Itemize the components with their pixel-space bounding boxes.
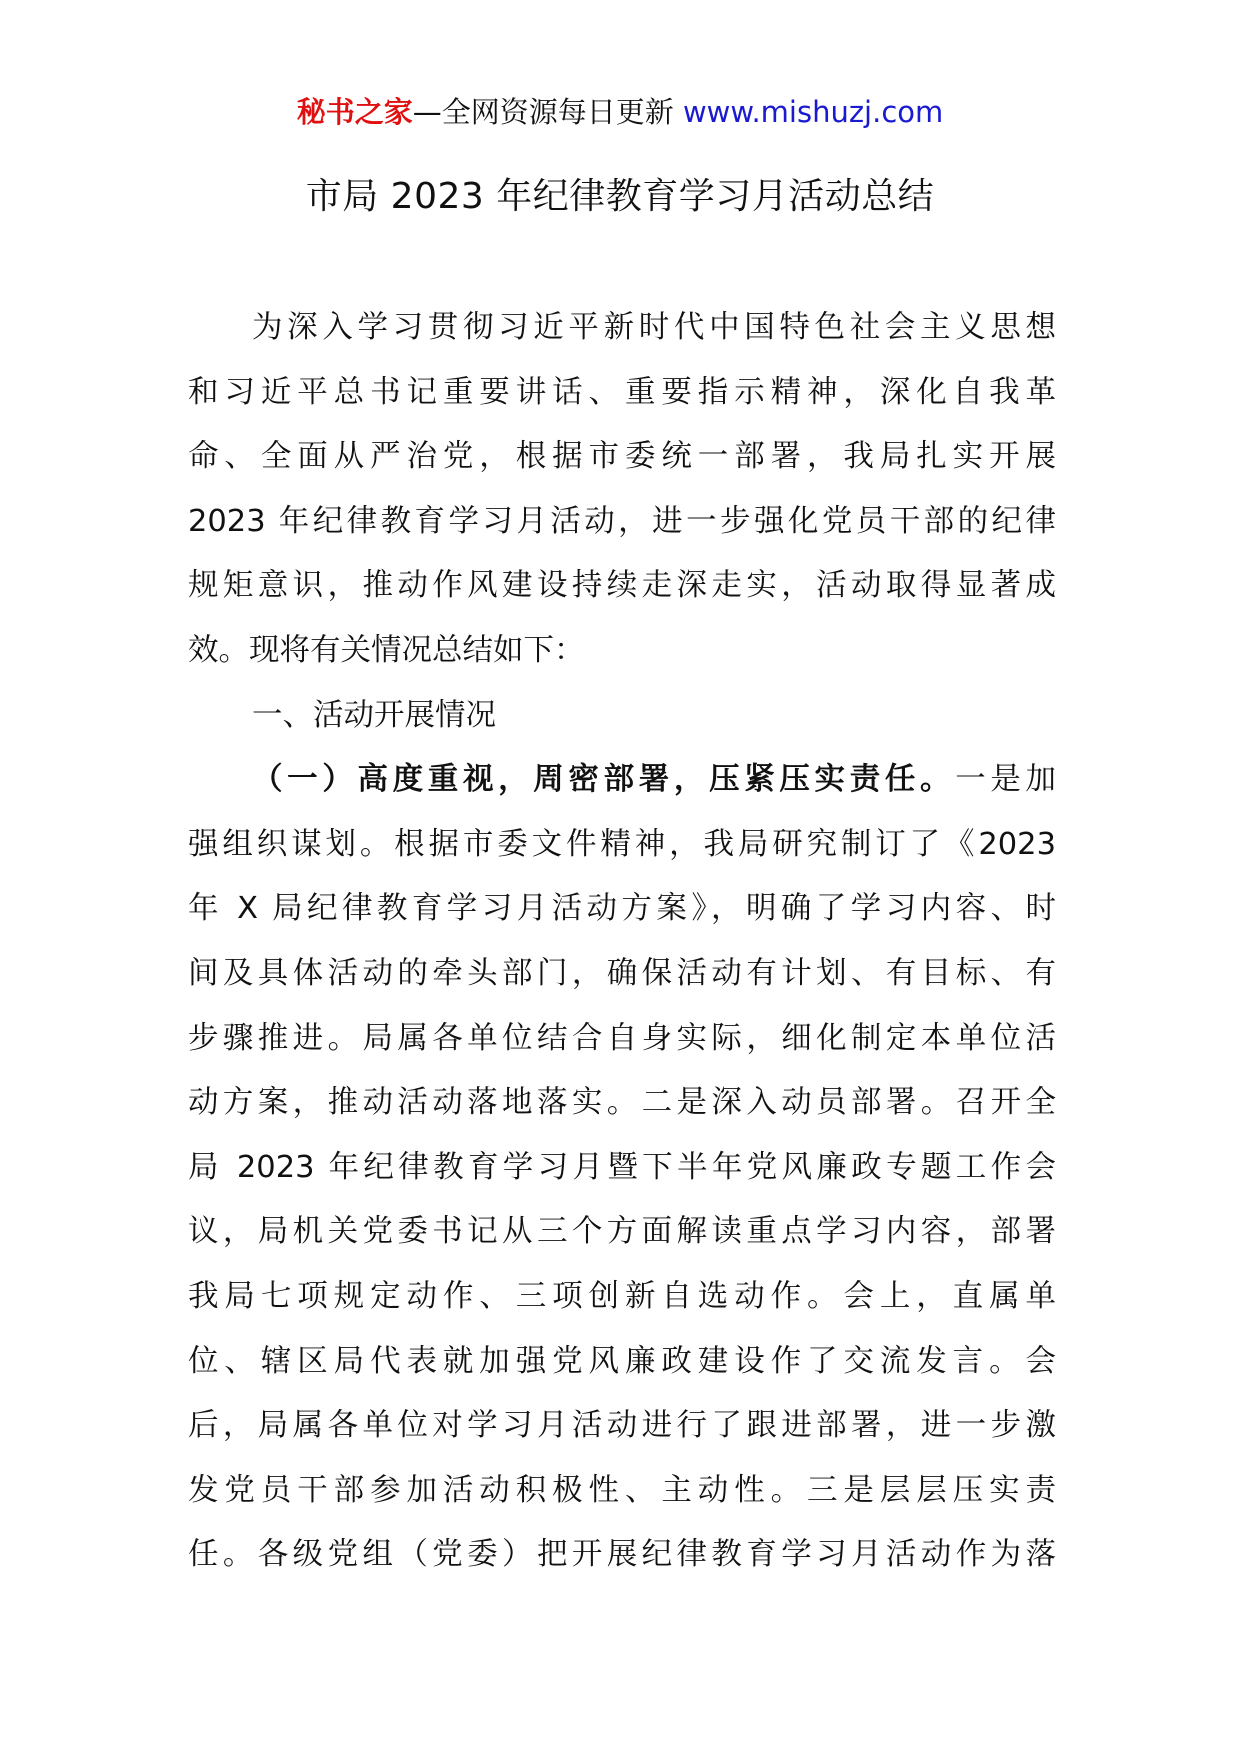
paragraph-line: 局 2023 年纪律教育学习月暨下半年党风廉政专题工作会 bbox=[188, 1149, 1056, 1185]
document-body bbox=[188, 296, 1056, 1588]
paragraph-line: 步骤推进。局属各单位结合自身实际，细化制定本单位活 bbox=[188, 1020, 1056, 1056]
paragraph-line: 议，局机关党委书记从三个方面解读重点学习内容，部署 bbox=[188, 1214, 1056, 1250]
paragraph-line: 年 X 局纪律教育学习月活动方案》，明确了学习内容、时 bbox=[188, 891, 1056, 927]
paragraph-line: 间及具体活动的牵头部门，确保活动有计划、有目标、有 bbox=[188, 955, 1056, 991]
subsection-heading: （一）高度重视，周密部署，压紧压实责任。 bbox=[252, 762, 956, 798]
paragraph-line: 为深入学习贯彻习近平新时代中国特色社会主义思想 bbox=[252, 310, 1056, 345]
header-tagline: —全网资源每日更新 bbox=[412, 95, 683, 129]
paragraph-line: 动方案，推动活动落地落实。二是深入动员部署。召开全 bbox=[188, 1085, 1056, 1121]
section-heading: 一、活动开展情况 bbox=[252, 697, 496, 733]
paragraph-line: 我局七项规定动作、三项创新自选动作。会上，直属单 bbox=[188, 1278, 1056, 1314]
paragraph-line: 后，局属各单位对学习月活动进行了跟进部署，进一步激 bbox=[188, 1408, 1056, 1444]
paragraph-line: 位、辖区局代表就加强党风廉政建设作了交流发言。会 bbox=[188, 1343, 1056, 1379]
paragraph-line: 和习近平总书记重要讲话、重要指示精神，深化自我革 bbox=[188, 374, 1056, 410]
paragraph-line: 效。现将有关情况总结如下： bbox=[188, 632, 585, 668]
header-banner bbox=[0, 92, 1240, 132]
subsection-first-line bbox=[188, 748, 1056, 813]
document-title: 市局 2023 年纪律教育学习月活动总结 bbox=[305, 176, 935, 217]
paragraph-line: 发党员干部参加活动积极性、主动性。三是层层压实责 bbox=[188, 1472, 1056, 1508]
paragraph-line: 2023 年纪律教育学习月活动，进一步强化党员干部的纪律 bbox=[188, 503, 1056, 539]
paragraph-line: 规矩意识，推动作风建设持续走深走实，活动取得显著成 bbox=[188, 568, 1056, 604]
paragraph-line: 命、全面从严治党，根据市委统一部署，我局扎实开展 bbox=[188, 439, 1056, 475]
paragraph-line: 强组织谋划。根据市委文件精神，我局研究制订了《2023 bbox=[188, 826, 1056, 862]
brand-name: 秘书之家 bbox=[296, 95, 413, 129]
paragraph-line: 任。各级党组（党委）把开展纪律教育学习月活动作为落 bbox=[188, 1537, 1056, 1573]
subsection-first-line-rest: 一是加 bbox=[955, 762, 1057, 798]
site-url-link[interactable]: www.mishuzj.com bbox=[682, 95, 944, 129]
